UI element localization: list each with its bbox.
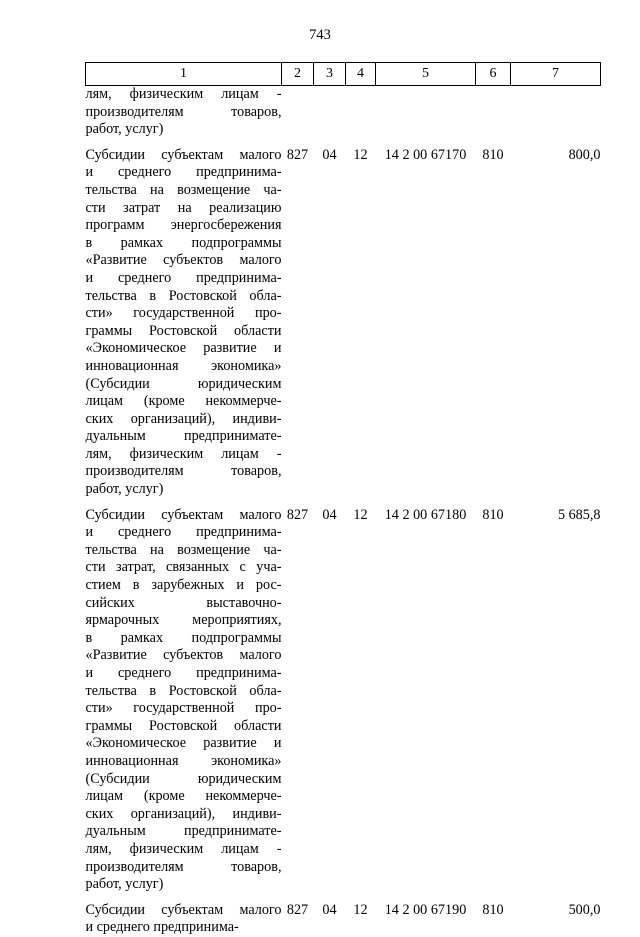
row-amount: 5 685,8 <box>557 506 601 523</box>
row-subsection <box>346 86 376 139</box>
row-description <box>86 86 282 139</box>
row-target-article: 14 2 00 67190 <box>384 901 467 918</box>
description-line: тельства в Ростовской обла- <box>85 287 282 304</box>
description-line: сти» государственной про- <box>85 305 282 322</box>
description-line: инновационная экономика» <box>85 357 282 374</box>
row-expense-type: 810 <box>482 506 504 523</box>
description-line: и среднего предпринима- <box>85 919 239 936</box>
description-line: ярмарочных мероприятиях, <box>85 612 282 629</box>
header-col-5: 5 <box>376 63 476 86</box>
description-line: лям, физическим лицам - <box>85 840 282 857</box>
row-target-article <box>376 86 476 139</box>
description-line: Субсидии субъектам малого <box>85 506 282 523</box>
row-description <box>86 139 282 499</box>
description-line: в рамках подпрограммы <box>85 629 282 646</box>
description-line: лям, физическим лицам - <box>85 86 282 102</box>
description-line: «Экономическое развитие и <box>85 735 282 752</box>
description-line: Субсидии субъектам малого <box>85 901 282 918</box>
description-line: сти затрат на реализацию <box>85 199 282 216</box>
row-section: 04 <box>322 901 337 918</box>
header-row <box>86 63 601 86</box>
description-line: лицам (кроме некоммерче- <box>85 788 282 805</box>
description-line: ских организаций), индиви- <box>85 410 282 427</box>
description-line: производителям товаров, <box>85 858 282 875</box>
row-budget-code: 827 <box>286 506 309 523</box>
row-expense-type: 810 <box>482 146 504 163</box>
table-row <box>86 86 601 139</box>
description-line: и среднего предпринима- <box>85 164 282 181</box>
row-amount: 800,0 <box>568 146 601 163</box>
row-target-article: 14 2 00 67180 <box>384 506 467 523</box>
row-amount: 500,0 <box>568 901 601 918</box>
description-line: работ, услуг) <box>85 481 164 498</box>
row-description <box>86 499 282 894</box>
description-line: инновационная экономика» <box>85 752 282 769</box>
header-col-4: 4 <box>346 63 376 86</box>
header-col-7: 7 <box>511 63 601 86</box>
row-section: 04 <box>322 506 337 523</box>
description-line: «Экономическое развитие и <box>85 340 282 357</box>
row-expense-type: 810 <box>482 901 504 918</box>
row-section: 04 <box>322 146 337 163</box>
description-line: и среднего предпринима- <box>85 269 282 286</box>
description-line: граммы Ростовской области <box>85 717 282 734</box>
row-amount <box>511 86 601 139</box>
description-line: лицам (кроме некоммерче- <box>85 393 282 410</box>
description-line: тельства на возмещение ча- <box>85 181 282 198</box>
description-line: сти затрат, связанных с уча- <box>85 559 282 576</box>
description-line: стием в зарубежных и рос- <box>85 577 282 594</box>
description-line: производителям товаров, <box>85 463 282 480</box>
description-line: сти» государственной про- <box>85 700 282 717</box>
table-row <box>86 499 601 894</box>
description-line: и среднего предпринима- <box>85 665 282 681</box>
row-description <box>86 894 282 937</box>
description-line: ских организаций), индиви- <box>85 805 282 822</box>
description-line: и среднего предпринима- <box>85 524 282 541</box>
description-line: программ энергосбережения <box>85 217 282 234</box>
row-section <box>314 86 346 139</box>
description-line: тельства на возмещение ча- <box>85 541 282 558</box>
header-col-3: 3 <box>314 63 346 86</box>
budget-table <box>85 62 601 937</box>
description-line: лям, физическим лицам - <box>85 445 282 462</box>
row-budget-code: 827 <box>286 901 309 918</box>
row-expense-type <box>476 86 511 139</box>
row-target-article: 14 2 00 67170 <box>384 146 467 163</box>
header-col-2: 2 <box>282 63 314 86</box>
description-line: «Развитие субъектов малого <box>85 647 282 664</box>
description-line: производителям товаров, <box>85 103 282 120</box>
description-line: работ, услуг) <box>85 876 164 893</box>
description-line: (Субсидии юридическим <box>85 375 282 392</box>
row-subsection: 12 <box>353 146 368 163</box>
row-budget-code <box>282 86 314 139</box>
description-line: граммы Ростовской области <box>85 322 282 339</box>
description-line: тельства в Ростовской обла- <box>85 682 282 699</box>
description-line: «Развитие субъектов малого <box>85 252 282 269</box>
description-line: в рамках подпрограммы <box>85 234 282 251</box>
description-line: сийских выставочно- <box>85 594 282 611</box>
page-number: 743 <box>309 27 331 43</box>
description-line: работ, услуг) <box>85 121 164 138</box>
header-col-6: 6 <box>476 63 511 86</box>
table-row <box>86 139 601 499</box>
row-subsection: 12 <box>353 506 368 523</box>
description-line: (Субсидии юридическим <box>85 770 282 787</box>
description-line: дуальным предпринимате- <box>85 428 282 445</box>
description-line: Субсидии субъектам малого <box>85 146 282 163</box>
description-line: дуальным предпринимате- <box>85 823 282 840</box>
table-row <box>86 894 601 937</box>
row-subsection: 12 <box>353 901 368 918</box>
row-budget-code: 827 <box>286 146 309 163</box>
header-col-1: 1 <box>86 63 282 86</box>
